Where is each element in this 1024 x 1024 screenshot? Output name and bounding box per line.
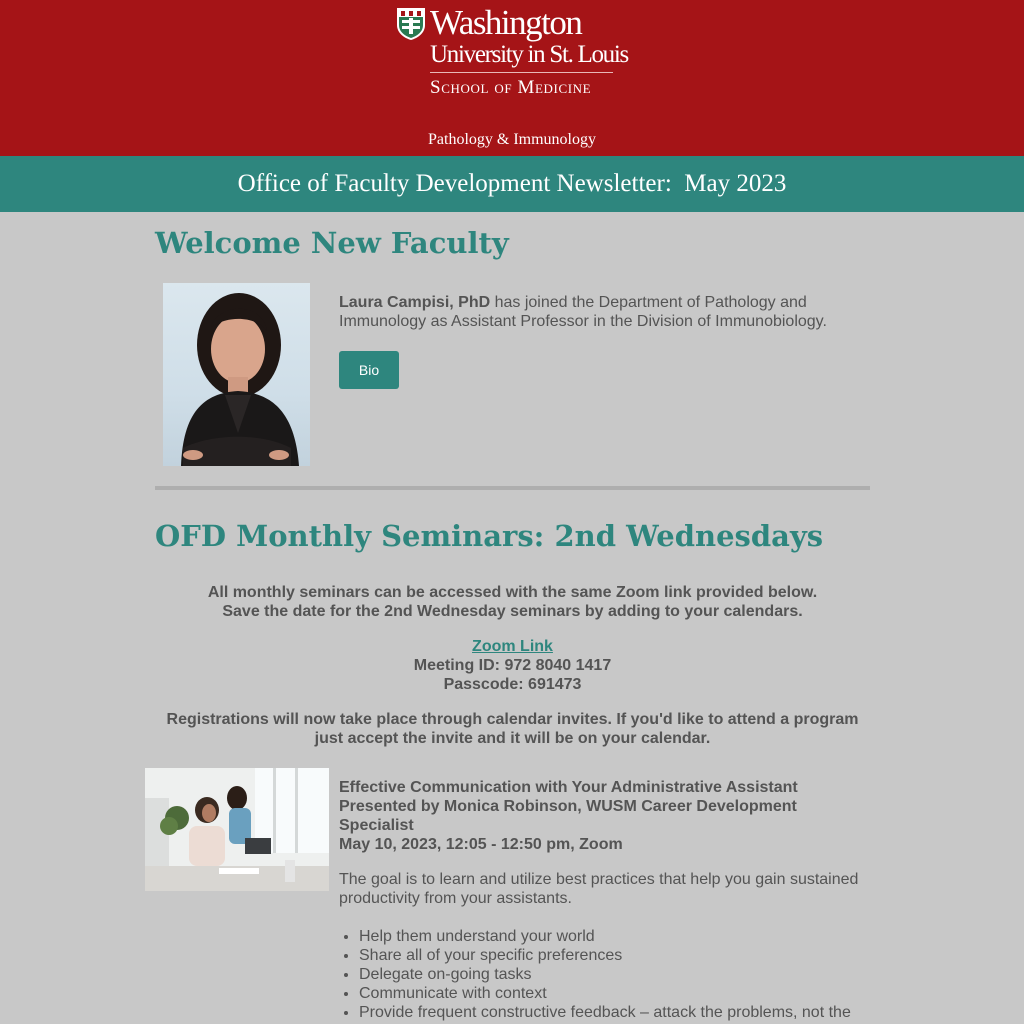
seminar-photo [145,768,329,891]
seminars-intro [155,583,870,621]
event-bullet: • Communicate with context [359,984,859,1003]
newsletter-header [0,0,1024,156]
zoom-info [155,637,870,694]
logo-washington: Washington [430,3,582,42]
seminars-heading: OFD Monthly Seminars: 2nd Wednesdays [155,519,824,553]
event-presenter: Presented by Monica Robinson, WUSM Career Development Specialist [339,798,797,834]
meeting-id: Meeting ID: 972 8040 1417 [413,657,612,674]
logo-divider [430,72,613,73]
event-datetime: May 10, 2023, 12:05 - 12:50 pm, Zoom [339,836,623,853]
newsletter-title-banner [0,156,1024,212]
faculty-name: Laura Campisi, PhD [339,294,491,311]
event-bullet: • Share all of your specific preferences [359,946,859,965]
event-bullet: • Provide frequent constructive feedback – attack the problems, not the [359,1003,859,1022]
faculty-description-text: has joined the Department of Pathology and Immunology as Assistant Professor in the Division of Immunobiology. [339,294,827,330]
faculty-description [339,293,859,331]
department-name: Pathology & Immunology [428,131,596,148]
seminars-intro-line1: All monthly seminars can be accessed with the same Zoom link provided below. [207,584,818,601]
section-divider [155,486,870,490]
welcome-heading: Welcome New Faculty [155,226,509,260]
logo-school: School of Medicine [430,77,592,98]
logo-university: University in St. Louis [430,41,628,68]
office-scene-image [145,768,329,891]
event-bullets [339,927,859,1022]
zoom-link[interactable]: Zoom Link [472,638,553,655]
seminars-intro-line2: Save the date for the 2nd Wednesday seminars by adding to your calendars. [222,603,803,620]
newsletter-title: Office of Faculty Development Newsletter: May 2023 [237,170,787,197]
passcode: Passcode: 691473 [443,676,582,693]
seminar-event [339,778,859,1022]
event-bullet: • Delegate on-going tasks [359,965,859,984]
bio-button[interactable]: Bio [339,351,399,389]
faculty-portrait-image [163,283,310,466]
event-goal: The goal is to learn and utilize best practices that help you gain sustained productivity from your assistants. [339,871,859,907]
registration-note: Registrations will now take place through calendar invites. If you'd like to attend a program just accept the invite and it will be on your calendar. [166,711,859,747]
faculty-photo [163,283,310,466]
wusm-logo[interactable] [396,5,628,99]
university-crest-icon [396,7,426,41]
event-bullet: • Help them understand your world [359,927,859,946]
event-title: Effective Communication with Your Administrative Assistant [339,779,798,796]
